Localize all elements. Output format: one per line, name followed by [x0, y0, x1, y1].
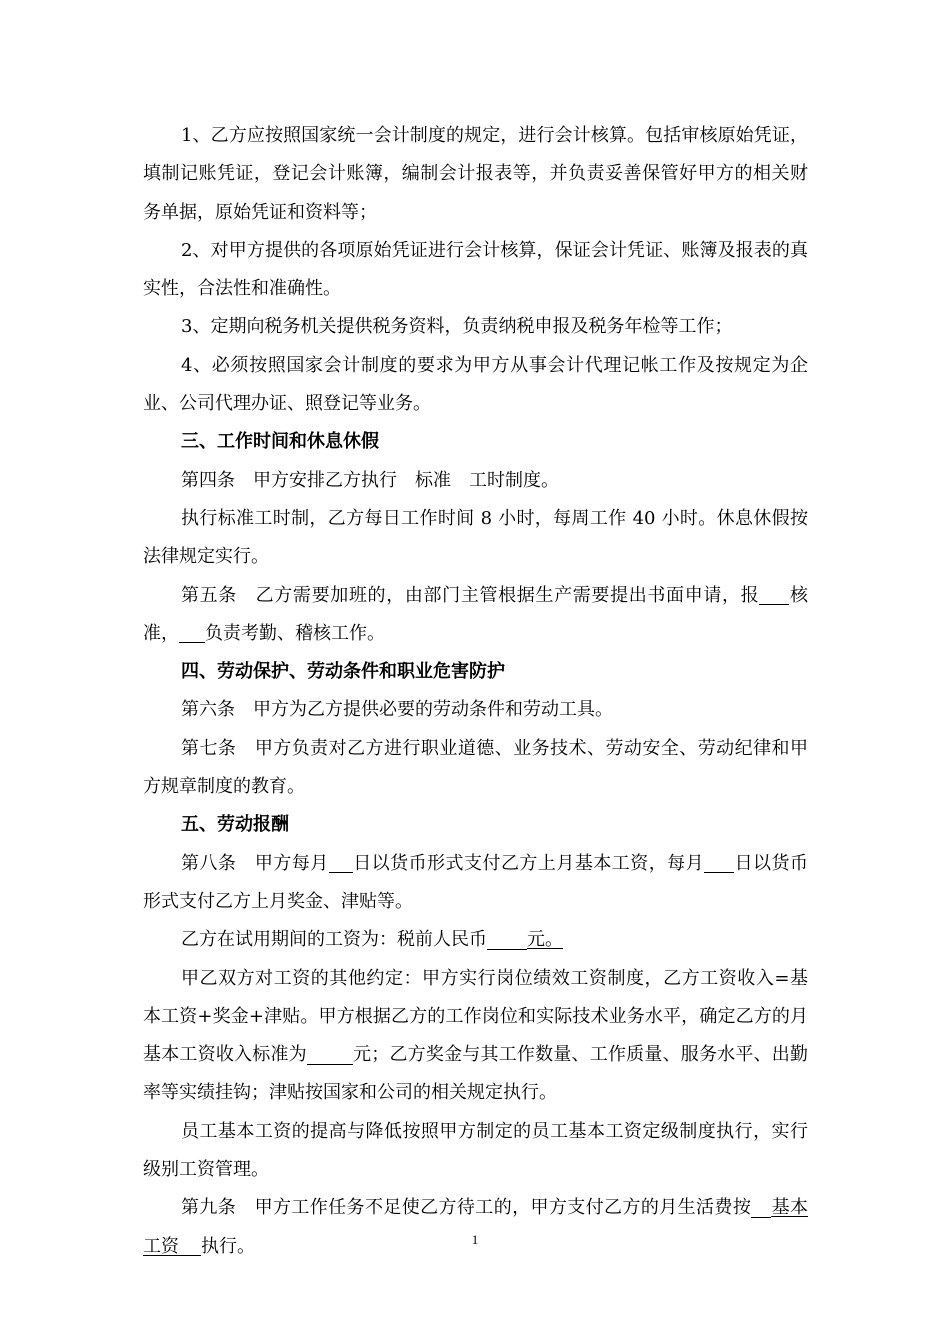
- blank-attendance: [179, 623, 205, 643]
- article-5-text-b: 核准，: [143, 584, 808, 644]
- blank-base-salary: [307, 1045, 353, 1065]
- trial-salary-text: 乙方在试用期间的工资为：税前人民币: [181, 929, 487, 951]
- clause-2: 2、对甲方提供的各项原始凭证进行会计核算，保证会计凭证、账簿及报表的真实性，合法性和准确性。: [143, 239, 808, 300]
- clause-3: 3、定期向税务机关提供税务资料，负责纳税申报及税务年检等工作；: [181, 316, 733, 338]
- article-8-text-b: 日以货币形式支付乙方上月基本工资，每月: [352, 852, 705, 874]
- standard-hours-paragraph: 执行标准工时制，乙方每日工作时间 8 小时，每周工作 40 小时。休息休假按法律规定实行。: [143, 507, 808, 568]
- article-9-text-a: 第九条 甲方工作任务不足使乙方待工的，甲方支付乙方的月生活费按: [181, 1197, 752, 1219]
- section-heading-labor-protection: 四、劳动保护、劳动条件和职业危害防护: [181, 661, 505, 683]
- article-9: [143, 1189, 808, 1266]
- article-8-text-a: 第八条 甲方每月: [181, 852, 329, 874]
- section-heading-work-time: 三、工作时间和休息休假: [181, 431, 379, 453]
- blank-approver: [759, 585, 789, 605]
- article-9-text-b: 执行。: [201, 1235, 255, 1257]
- article-4-text: 第四条 甲方安排乙方执行: [181, 469, 415, 491]
- article-4: [143, 462, 808, 500]
- section-heading-remuneration: 五、劳动报酬: [181, 814, 289, 836]
- blank-trial-amount: [487, 930, 527, 950]
- page-number: 1: [471, 1232, 479, 1247]
- clause-4: 4、必须按照国家会计制度的要求为甲方从事会计代理记帐工作及按规定为企业、公司代理办证、照登记等业务。: [143, 354, 808, 415]
- article-9-fill: 基本工资: [143, 1197, 809, 1257]
- trial-salary: [143, 921, 808, 959]
- article-5-text-a: 第五条 乙方需要加班的，由部门主管根据生产需要提出书面申请，报: [181, 584, 760, 606]
- document-body: [143, 117, 808, 1266]
- blank-bonus-day: [704, 853, 734, 873]
- salary-adjustment: 员工基本工资的提高与降低按照甲方制定的员工基本工资定级制度执行，实行级别工资管理。: [143, 1120, 808, 1181]
- article-4-suffix: 工时制度。: [451, 469, 559, 491]
- clause-1: 1、乙方应按照国家统一会计制度的规定，进行会计核算。包括审核原始凭证，填制记账凭证，登记会计账簿，编制会计报表等，并负责妥善保管好甲方的相关财务单据，原始凭证和资料等；: [143, 125, 808, 223]
- article-7: 第七条 甲方负责对乙方进行职业道德、业务技术、劳动安全、劳动纪律和甲方规章制度的教育。: [143, 737, 808, 798]
- other-salary-text-a: 甲乙双方对工资的其他约定：甲方实行岗位绩效工资制度，乙方工资收入=基本工资+奖金+津贴。甲方根据乙方的工作岗位和实际技术业务水平，确定乙方的月基本工资收入标准为: [143, 967, 808, 1066]
- article-5-text-c: 负责考勤、稽核工作。: [205, 622, 385, 644]
- blank-standby-pre: [751, 1198, 771, 1218]
- article-8: [143, 845, 808, 922]
- article-8-text-c: 日以货币形式支付乙方上月奖金、津贴等。: [143, 852, 808, 912]
- article-6: 第六条 甲方为乙方提供必要的劳动条件和劳动工具。: [181, 699, 613, 721]
- article-4-fill: 标准: [415, 469, 451, 491]
- other-salary-terms: [143, 960, 808, 1113]
- other-salary-text-b: 元；乙方奖金与其工作数量、工作质量、服务水平、出勤率等实绩挂钩；津贴按国家和公司的相关规定执行。: [143, 1044, 809, 1104]
- blank-salary-day: [329, 853, 353, 873]
- trial-salary-unit: 元。: [527, 929, 563, 951]
- article-5: [143, 577, 808, 654]
